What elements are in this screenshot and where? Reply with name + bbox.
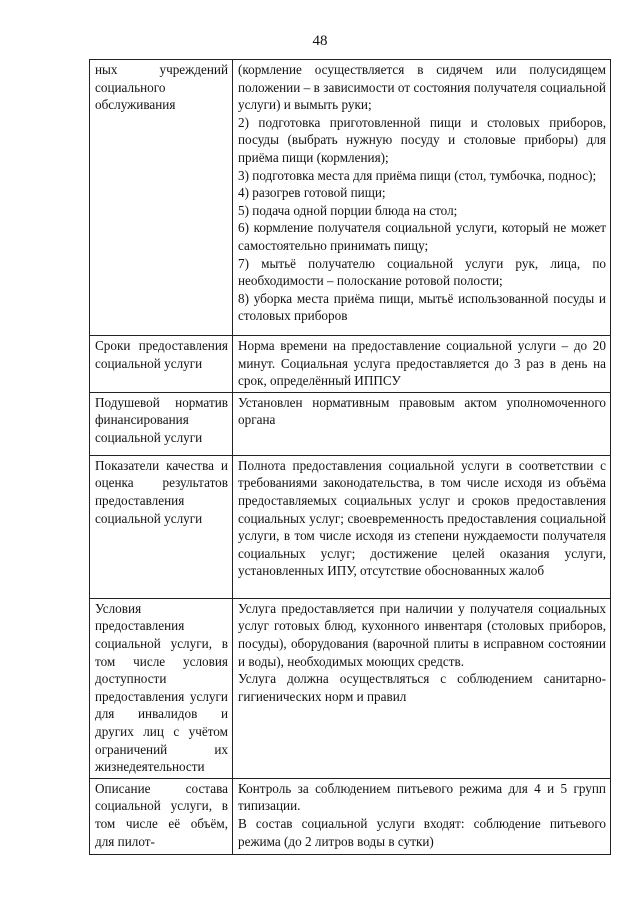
row-paragraph: 5) подача одной порции блюда на стол; [238,202,458,218]
row-paragraph: Установлен нормативным правовым актом уполномоченного органа [238,394,606,428]
row-paragraph: Контроль за соблюдением питьевого режима для 4 и 5 групп типизации. [238,780,606,814]
row-content-cell [233,60,611,336]
row-content-cell [233,778,611,854]
table-row [90,392,611,455]
row-paragraph: 4) разогрев готовой пищи; [238,185,386,201]
row-paragraph: Норма времени на предоставление социальной услуги – до 20 минут. Социальная услуга предоставляется до 3 раз в день на срок, определённый ИППСУ [238,338,606,389]
services-table [89,59,611,855]
row-label: Показатели качества и оценка результатов предоставления социальной услуги [95,457,228,526]
row-label: Описание состава социальной услуги, в том числе её объём, для пилот- [95,780,228,849]
row-paragraph: 6) кормление получателя социальной услуги, который не может самостоятельно принимать пищу; [238,220,606,253]
row-content-cell [233,336,611,393]
row-paragraph: Полнота предоставления социальной услуги в соответствии с требованиями законодательства, в том числе исходя из объёма предоставляемых социальных услуг и сроков предоставления социальных услуг; своевременность предоставления социальной услуги, в том числе исходя из степени нуждаемости получателя социальных услуг; достижение целей оказания услуги, установленных ИПУ, отсутствие обоснованных жалоб [238,457,606,579]
row-label-cell [90,598,233,778]
row-content-cell [233,392,611,455]
table-row [90,455,611,598]
row-content-cell [233,455,611,598]
row-label: Подушевой норматив финансирования социальной услуги [95,394,228,445]
row-paragraph: 7) мытьё получателю социальной услуги рук, лица, по необходимости – полоскание ротовой полости; [238,255,606,289]
row-paragraph: 3) подготовка места для приёма пищи (стол, тумбочка, поднос); [238,167,597,183]
row-label-cell [90,455,233,598]
page-number: 48 [312,33,328,49]
table-row [90,336,611,393]
row-paragraph: (кормление осуществляется в сидячем или полусидящем положении – в зависимости от состояния получателя социальной услуги) и вымыть руки; [238,62,606,113]
row-paragraph: 8) уборка места приёма пищи, мытьё использованной посуды и столовых приборов [238,290,606,324]
table-row [90,778,611,854]
row-paragraph: 2) подготовка приготовленной пищи и столовых приборов, посуды (выбрать нужную посуду и столовые приборы) для приёма пищи (кормления); [238,114,606,165]
row-label: Сроки предоставления социальной услуги [95,338,228,371]
row-content-cell [233,598,611,778]
row-label: Условия предоставления социальной услуги, в том числе условия доступности предоставления услуги для инвалидов и других лиц с учётом ограничений их жизнедеятельности [95,600,228,775]
table-row [90,60,611,336]
row-paragraph: Услуга предоставляется при наличии у получателя социальных услуг готовых блюд, кухонного инвентаря (столовых приборов, посуды), оборудования (варочной плиты в исправном состоянии и воды), необходимых моющих средств. [238,600,606,669]
row-paragraph: В состав социальной услуги входят: соблюдение питьевого режима (до 2 литров воды в сутки) [238,815,606,849]
row-label-cell [90,778,233,854]
row-label-cell [90,60,233,336]
row-label-cell [90,336,233,393]
table-row [90,598,611,778]
row-label: ных учреждений социального обслуживания [95,62,228,113]
row-paragraph: Услуга должна осуществляться с соблюдением санитарно-гигиенических норм и правил [238,671,606,704]
row-label-cell [90,392,233,455]
